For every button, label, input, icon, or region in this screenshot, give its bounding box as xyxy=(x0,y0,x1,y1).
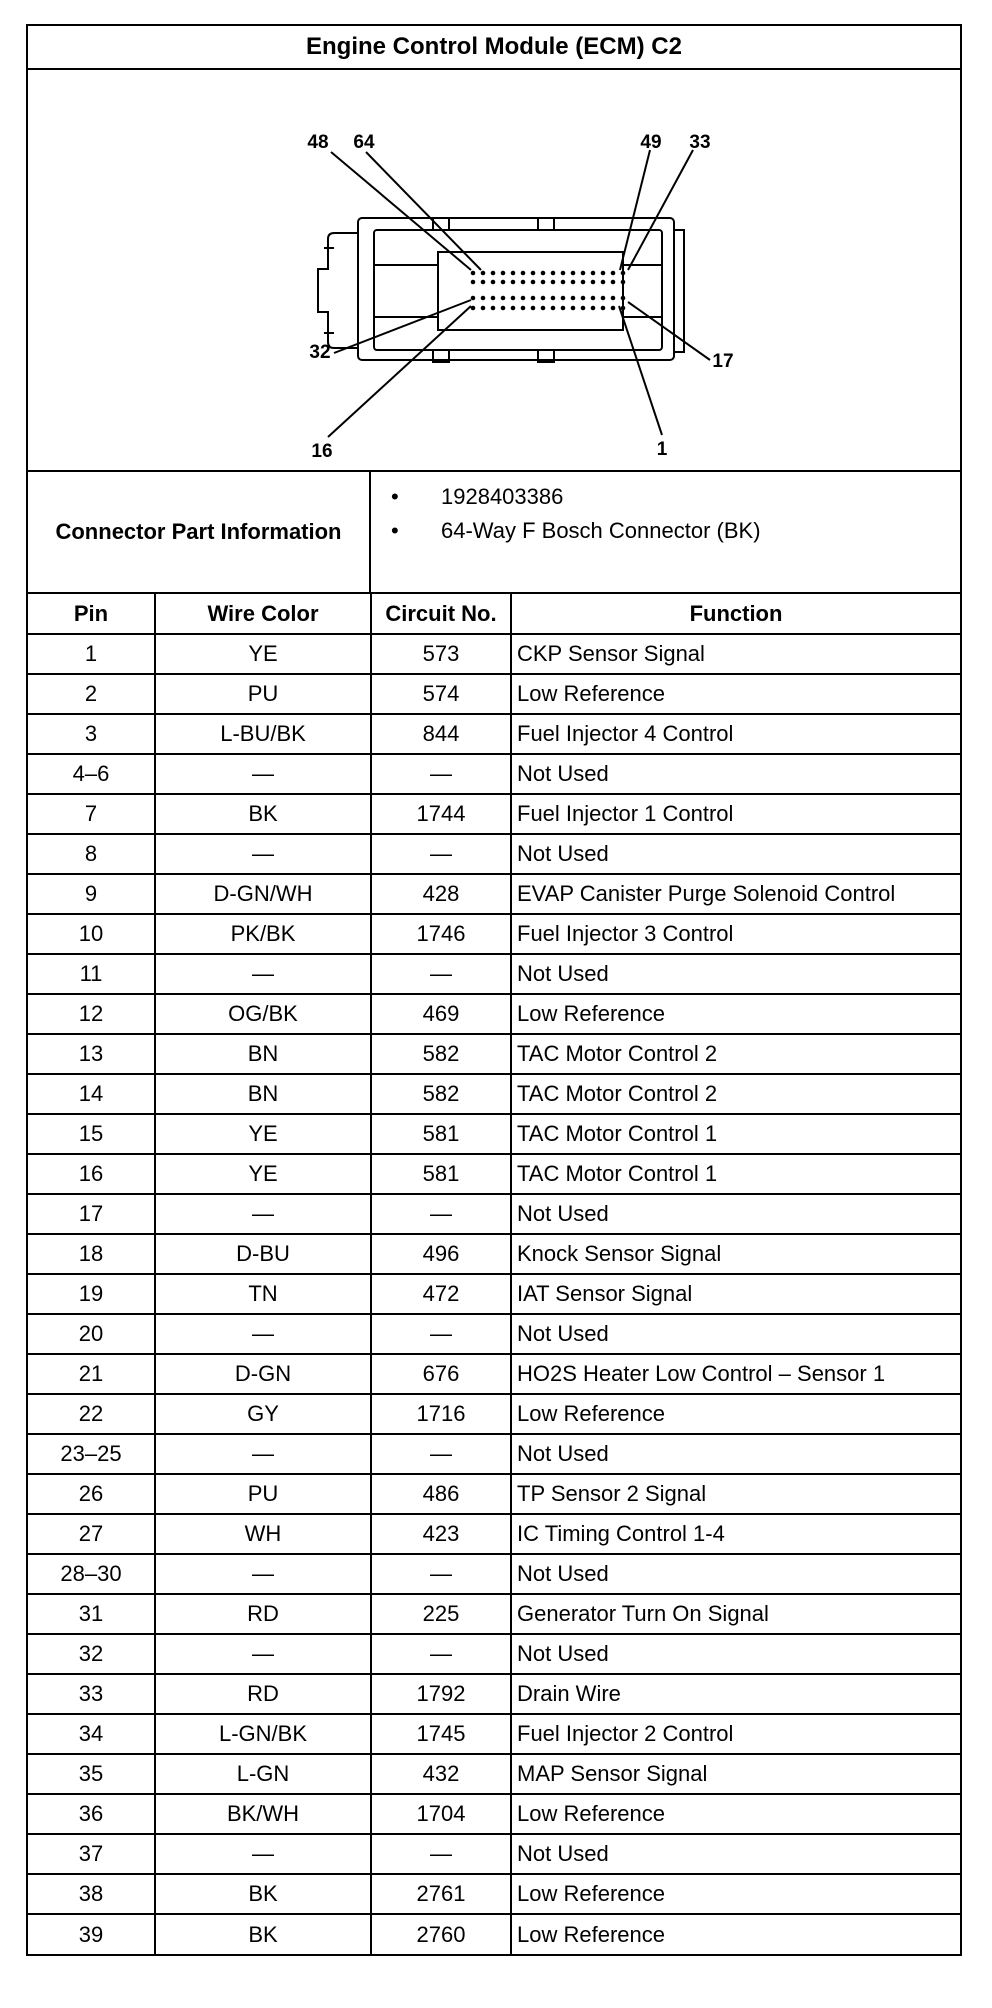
function-cell: Fuel Injector 4 Control xyxy=(511,714,960,754)
pin-cell: 27 xyxy=(28,1514,155,1554)
pin-cell: 11 xyxy=(28,954,155,994)
wire-color-cell: BK/WH xyxy=(155,1794,371,1834)
connector-pin xyxy=(511,280,516,285)
circuit-no-cell: 2761 xyxy=(371,1874,511,1914)
wire-color-cell: — xyxy=(155,1314,371,1354)
wire-color-cell: L-GN/BK xyxy=(155,1714,371,1754)
function-cell: Not Used xyxy=(511,1554,960,1594)
circuit-no-cell: — xyxy=(371,834,511,874)
table-row xyxy=(28,1834,960,1874)
table-row xyxy=(28,714,960,754)
function-cell: TAC Motor Control 1 xyxy=(511,1154,960,1194)
connector-pin xyxy=(611,296,616,301)
wire-color-cell: — xyxy=(155,1634,371,1674)
wire-color-cell: — xyxy=(155,834,371,874)
connector-pin xyxy=(541,306,546,311)
connector-pin xyxy=(471,280,476,285)
connector-pin xyxy=(551,296,556,301)
pin-label-64: 64 xyxy=(353,132,375,153)
function-cell: TAC Motor Control 2 xyxy=(511,1074,960,1114)
connector-pin xyxy=(591,296,596,301)
circuit-no-cell: — xyxy=(371,1634,511,1674)
table-row xyxy=(28,1394,960,1434)
table-row xyxy=(28,1074,960,1114)
connector-pin xyxy=(581,280,586,285)
function-cell: Not Used xyxy=(511,954,960,994)
connector-pin xyxy=(491,280,496,285)
table-row xyxy=(28,1634,960,1674)
wire-color-cell: PU xyxy=(155,1474,371,1514)
connector-pin xyxy=(541,271,546,276)
function-cell: EVAP Canister Purge Solenoid Control xyxy=(511,874,960,914)
pin-cell: 17 xyxy=(28,1194,155,1234)
connector-pin xyxy=(571,271,576,276)
connector-pin xyxy=(511,271,516,276)
circuit-no-cell: — xyxy=(371,1554,511,1594)
connector-pin xyxy=(481,280,486,285)
connector-info-label: Connector Part Information xyxy=(28,472,371,592)
connector-sheet xyxy=(26,24,962,1956)
pin-cell: 13 xyxy=(28,1034,155,1074)
pin-cell: 37 xyxy=(28,1834,155,1874)
table-row xyxy=(28,1794,960,1834)
pinout-table xyxy=(28,594,960,1954)
pin-cell: 9 xyxy=(28,874,155,914)
connector-pin xyxy=(561,296,566,301)
connector-pin xyxy=(501,296,506,301)
circuit-no-cell: 844 xyxy=(371,714,511,754)
table-row xyxy=(28,1194,960,1234)
connector-pin xyxy=(471,296,476,301)
function-cell: Not Used xyxy=(511,1434,960,1474)
pin-cell: 39 xyxy=(28,1914,155,1954)
connector-pin xyxy=(601,271,606,276)
circuit-no-cell: 582 xyxy=(371,1034,511,1074)
connector-pin xyxy=(581,306,586,311)
connector-pin xyxy=(551,306,556,311)
wire-color-cell: OG/BK xyxy=(155,994,371,1034)
pin-cell: 22 xyxy=(28,1394,155,1434)
table-row xyxy=(28,1474,960,1514)
connector-pin xyxy=(551,271,556,276)
pin-cell: 18 xyxy=(28,1234,155,1274)
pin-cell: 21 xyxy=(28,1354,155,1394)
wire-color-cell: YE xyxy=(155,1154,371,1194)
pin-cell: 19 xyxy=(28,1274,155,1314)
table-row xyxy=(28,674,960,714)
function-cell: Low Reference xyxy=(511,1914,960,1954)
function-cell: TAC Motor Control 2 xyxy=(511,1034,960,1074)
function-cell: Fuel Injector 3 Control xyxy=(511,914,960,954)
circuit-no-cell: 1704 xyxy=(371,1794,511,1834)
table-row xyxy=(28,754,960,794)
circuit-no-cell: — xyxy=(371,1194,511,1234)
circuit-no-cell: 2760 xyxy=(371,1914,511,1954)
wire-color-cell: — xyxy=(155,954,371,994)
wire-color-cell: PK/BK xyxy=(155,914,371,954)
circuit-no-cell: 581 xyxy=(371,1154,511,1194)
circuit-no-cell: 582 xyxy=(371,1074,511,1114)
connector-pin xyxy=(561,280,566,285)
pin-cell: 4–6 xyxy=(28,754,155,794)
connector-pin xyxy=(531,306,536,311)
function-cell: TP Sensor 2 Signal xyxy=(511,1474,960,1514)
pin-cell: 2 xyxy=(28,674,155,714)
pin-cell: 20 xyxy=(28,1314,155,1354)
connector-pin xyxy=(541,296,546,301)
function-cell: Not Used xyxy=(511,1314,960,1354)
function-cell: CKP Sensor Signal xyxy=(511,634,960,674)
table-row xyxy=(28,994,960,1034)
circuit-no-cell: 1744 xyxy=(371,794,511,834)
connector-pin xyxy=(571,296,576,301)
wire-color-cell: BN xyxy=(155,1074,371,1114)
connector-pin xyxy=(611,280,616,285)
table-row xyxy=(28,1674,960,1714)
connector-pin xyxy=(471,271,476,276)
circuit-no-cell: 573 xyxy=(371,634,511,674)
pin-cell: 38 xyxy=(28,1874,155,1914)
pin-label-33: 33 xyxy=(689,132,711,153)
circuit-no-cell: 432 xyxy=(371,1754,511,1794)
pin-cell: 15 xyxy=(28,1114,155,1154)
function-cell: Low Reference xyxy=(511,1874,960,1914)
connector-pin xyxy=(561,306,566,311)
table-header-row xyxy=(28,594,960,634)
pin-cell: 12 xyxy=(28,994,155,1034)
wire-color-cell: WH xyxy=(155,1514,371,1554)
connector-pin xyxy=(481,271,486,276)
wire-color-cell: — xyxy=(155,1834,371,1874)
table-row xyxy=(28,1594,960,1634)
pin-label-17: 17 xyxy=(712,351,734,372)
table-row xyxy=(28,1514,960,1554)
connector-info-list xyxy=(371,472,960,592)
table-row xyxy=(28,794,960,834)
circuit-no-cell: 428 xyxy=(371,874,511,914)
pin-cell: 8 xyxy=(28,834,155,874)
table-row xyxy=(28,954,960,994)
connector-pin xyxy=(601,306,606,311)
table-row xyxy=(28,1434,960,1474)
connector-pin xyxy=(531,280,536,285)
connector-pin xyxy=(581,271,586,276)
connector-diagram xyxy=(28,70,960,472)
pin-cell: 14 xyxy=(28,1074,155,1114)
pin-label-1: 1 xyxy=(656,439,668,460)
header-circuit-no: Circuit No. xyxy=(371,594,511,634)
connector-drawing xyxy=(28,70,960,470)
connector-pin xyxy=(591,271,596,276)
pin-cell: 33 xyxy=(28,1674,155,1714)
function-cell: Generator Turn On Signal xyxy=(511,1594,960,1634)
pin-cell: 31 xyxy=(28,1594,155,1634)
connector-pin xyxy=(621,306,626,311)
connector-pin xyxy=(601,296,606,301)
connector-pin xyxy=(491,306,496,311)
wire-color-cell: PU xyxy=(155,674,371,714)
circuit-no-cell: 574 xyxy=(371,674,511,714)
circuit-no-cell: — xyxy=(371,1834,511,1874)
circuit-no-cell: 225 xyxy=(371,1594,511,1634)
function-cell: Not Used xyxy=(511,1634,960,1674)
function-cell: Knock Sensor Signal xyxy=(511,1234,960,1274)
table-row xyxy=(28,874,960,914)
function-cell: Not Used xyxy=(511,1834,960,1874)
pin-label-48: 48 xyxy=(307,132,329,153)
table-row xyxy=(28,1114,960,1154)
connector-pin xyxy=(481,306,486,311)
function-cell: Fuel Injector 1 Control xyxy=(511,794,960,834)
pin-label-49: 49 xyxy=(640,132,662,153)
connector-pin xyxy=(561,271,566,276)
circuit-no-cell: 1716 xyxy=(371,1394,511,1434)
wire-color-cell: L-GN xyxy=(155,1754,371,1794)
header-pin: Pin xyxy=(28,594,155,634)
wire-color-cell: L-BU/BK xyxy=(155,714,371,754)
pin-label-16: 16 xyxy=(311,441,333,462)
circuit-no-cell: 472 xyxy=(371,1274,511,1314)
wire-color-cell: D-GN xyxy=(155,1354,371,1394)
circuit-no-cell: — xyxy=(371,754,511,794)
wire-color-cell: BN xyxy=(155,1034,371,1074)
table-row xyxy=(28,1354,960,1394)
connector-pin xyxy=(521,280,526,285)
connector-pin xyxy=(511,306,516,311)
pin-cell: 7 xyxy=(28,794,155,834)
function-cell: HO2S Heater Low Control – Sensor 1 xyxy=(511,1354,960,1394)
function-cell: Fuel Injector 2 Control xyxy=(511,1714,960,1754)
connector-pin xyxy=(621,296,626,301)
pin-cell: 32 xyxy=(28,1634,155,1674)
wire-color-cell: BK xyxy=(155,1914,371,1954)
connector-pin xyxy=(491,271,496,276)
wire-color-cell: — xyxy=(155,754,371,794)
table-row xyxy=(28,1554,960,1594)
circuit-no-cell: — xyxy=(371,954,511,994)
wire-color-cell: GY xyxy=(155,1394,371,1434)
pin-cell: 34 xyxy=(28,1714,155,1754)
function-cell: Not Used xyxy=(511,754,960,794)
circuit-no-cell: — xyxy=(371,1314,511,1354)
circuit-no-cell: 423 xyxy=(371,1514,511,1554)
function-cell: Low Reference xyxy=(511,994,960,1034)
table-row xyxy=(28,914,960,954)
function-cell: Drain Wire xyxy=(511,1674,960,1714)
pin-cell: 23–25 xyxy=(28,1434,155,1474)
connector-pin xyxy=(571,306,576,311)
table-row xyxy=(28,1914,960,1954)
pin-cell: 10 xyxy=(28,914,155,954)
pin-cell: 35 xyxy=(28,1754,155,1794)
table-row xyxy=(28,1234,960,1274)
circuit-no-cell: 486 xyxy=(371,1474,511,1514)
table-row xyxy=(28,1714,960,1754)
function-cell: IC Timing Control 1-4 xyxy=(511,1514,960,1554)
function-cell: MAP Sensor Signal xyxy=(511,1754,960,1794)
connector-description: • 64-Way F Bosch Connector (BK) xyxy=(441,514,960,548)
connector-pin xyxy=(481,296,486,301)
table-row xyxy=(28,1754,960,1794)
connector-pin xyxy=(541,280,546,285)
table-row xyxy=(28,1314,960,1354)
connector-pin xyxy=(521,271,526,276)
connector-pin xyxy=(521,296,526,301)
wire-color-cell: RD xyxy=(155,1594,371,1634)
wire-color-cell: RD xyxy=(155,1674,371,1714)
wire-color-cell: BK xyxy=(155,1874,371,1914)
wire-color-cell: D-GN/WH xyxy=(155,874,371,914)
connector-pin xyxy=(501,271,506,276)
header-function: Function xyxy=(511,594,960,634)
table-row xyxy=(28,1874,960,1914)
table-row xyxy=(28,1034,960,1074)
connector-pin xyxy=(591,306,596,311)
wire-color-cell: — xyxy=(155,1554,371,1594)
part-number: • 1928403386 xyxy=(441,480,960,514)
pin-cell: 36 xyxy=(28,1794,155,1834)
wire-color-cell: — xyxy=(155,1434,371,1474)
circuit-no-cell: 469 xyxy=(371,994,511,1034)
table-row xyxy=(28,834,960,874)
circuit-no-cell: 1745 xyxy=(371,1714,511,1754)
circuit-no-cell: 496 xyxy=(371,1234,511,1274)
table-row xyxy=(28,1274,960,1314)
connector-pin xyxy=(521,306,526,311)
connector-pin xyxy=(571,280,576,285)
function-cell: Not Used xyxy=(511,1194,960,1234)
table-row xyxy=(28,634,960,674)
function-cell: Low Reference xyxy=(511,1794,960,1834)
connector-pin xyxy=(511,296,516,301)
wire-color-cell: YE xyxy=(155,634,371,674)
circuit-no-cell: 581 xyxy=(371,1114,511,1154)
connector-pin xyxy=(471,306,476,311)
connector-pin xyxy=(621,271,626,276)
circuit-no-cell: 1746 xyxy=(371,914,511,954)
connector-pin xyxy=(601,280,606,285)
pin-label-32: 32 xyxy=(309,342,331,363)
pin-cell: 3 xyxy=(28,714,155,754)
pin-cell: 28–30 xyxy=(28,1554,155,1594)
connector-pin xyxy=(551,280,556,285)
connector-pin xyxy=(531,271,536,276)
connector-pin xyxy=(611,306,616,311)
pin-cell: 16 xyxy=(28,1154,155,1194)
table-row xyxy=(28,1154,960,1194)
wire-color-cell: BK xyxy=(155,794,371,834)
circuit-no-cell: — xyxy=(371,1434,511,1474)
pin-cell: 1 xyxy=(28,634,155,674)
connector-part-info xyxy=(28,472,960,594)
pin-cell: 26 xyxy=(28,1474,155,1514)
wire-color-cell: YE xyxy=(155,1114,371,1154)
wire-color-cell: — xyxy=(155,1194,371,1234)
wire-color-cell: D-BU xyxy=(155,1234,371,1274)
function-cell: TAC Motor Control 1 xyxy=(511,1114,960,1154)
header-wire-color: Wire Color xyxy=(155,594,371,634)
connector-pin xyxy=(501,280,506,285)
circuit-no-cell: 676 xyxy=(371,1354,511,1394)
page-title: Engine Control Module (ECM) C2 xyxy=(28,26,960,70)
connector-pin xyxy=(501,306,506,311)
circuit-no-cell: 1792 xyxy=(371,1674,511,1714)
function-cell: IAT Sensor Signal xyxy=(511,1274,960,1314)
function-cell: Not Used xyxy=(511,834,960,874)
function-cell: Low Reference xyxy=(511,1394,960,1434)
connector-pin xyxy=(581,296,586,301)
function-cell: Low Reference xyxy=(511,674,960,714)
connector-pin xyxy=(611,271,616,276)
wire-color-cell: TN xyxy=(155,1274,371,1314)
connector-pin xyxy=(531,296,536,301)
connector-pin xyxy=(621,280,626,285)
connector-pin xyxy=(591,280,596,285)
connector-pin xyxy=(491,296,496,301)
